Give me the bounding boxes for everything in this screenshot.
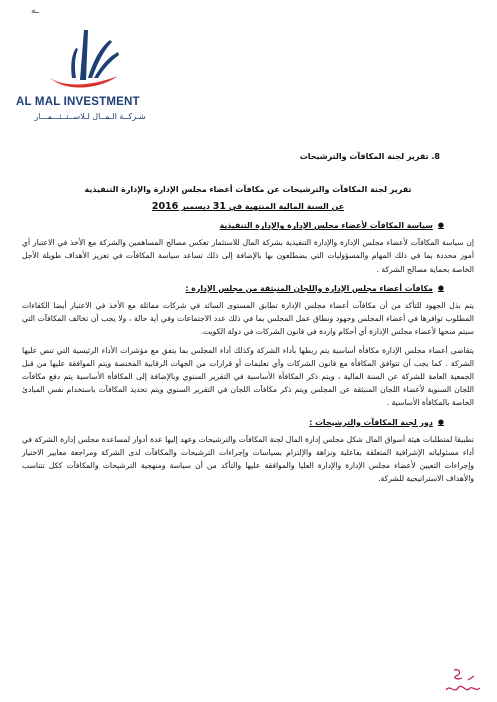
heading-text: دور لجنة المكافآت والترشيحات : — [309, 417, 433, 427]
subtitle-prefix: عن السنة المالية المنتهية في — [225, 202, 345, 212]
paragraph: إن سياسة المكافآت لأعضاء مجلس الإدارة والإدارة التنفيذية بشركة المال للاستثمار تعكس مصالح المساهمين والشركة مع الأخذ في الاعتبار أي أمور محددة بما في ذلك المهام والمسؤوليات التي يضطلعون بها بالإضافة إلى ذلك تساعد سياسة المكافآت في تعزيز الأهداف طويلة الأجل الخاصة بحماية مصالح الشركة . — [22, 238, 474, 274]
heading-text: سياسة المكافآت لأعضاء مجلس الإدارة والإدارة التنفيذية — [219, 221, 433, 231]
logo-name-arabic: شـركــة الـمــال لـلاســتــثـــمـــار — [34, 112, 146, 121]
paragraph: يتم بذل الجهود للتأكد من أن مكافآت أعضاء مجلس الإدارة تطابق المستوى السائد في شركات مماثلة مع الأخذ في الاعتبار أيضا الكفاءات المطلوب توافرها في أعضاء المجلس وجهود ونطاق عمل المجلس بما في ذلك عدد الاجتماعات وفي أية حالة ، ولا يجب أن تخالف المكافآت التي سيتم منحها لأعضاء مجلس الإدارة أي أحكام واردة في قانون الشركات في دولة الكويت. — [22, 300, 474, 336]
section-number: 8. تقرير لجنة المكافآت والترشيحات — [299, 152, 440, 161]
section-heading — [22, 282, 444, 295]
logo-name-english: AL MAL INVESTMENT — [16, 96, 140, 108]
subtitle-month: ديسمبر — [178, 202, 213, 212]
company-logo — [14, 20, 164, 132]
subtitle-day: 31 — [212, 201, 226, 213]
logo-mark-icon — [42, 20, 132, 96]
corner-mark: ـه — [31, 6, 39, 16]
bullet-icon: ● — [437, 221, 444, 230]
paragraph: يتقاضى أعضاء مجلس الإدارة مكافأة أساسية يتم ربطها بأداء الشركة وكذلك أداء المجلس بما يتفق مع مؤشرات الأداء الرئيسية التي تنص عليها الشركة . كما يجب أن تتوافق المكافأة مع قانون الشركات وأي تعليمات أو قرارات من الجهات الرقابية المختصة ويتم الموافقة عليها من قبل الجمعية العامة للشركة عن السنة المالية ، ويتم ذكر المكافأة الأساسية في التقرير السنوي وبالإضافة إلى المكافأة الأساسية يتم دفع مكافآت اللجان السنوية لأعضاء اللجان المنبثقة عن المجلس ويتم ذكر مكافآت اللجان في التقرير السنوي ويتم تحديد المكافآت باستخدام نفس المبادئ الخاصة بالمكافأة الأساسية . — [22, 346, 474, 408]
section-heading — [22, 219, 444, 232]
report-body — [22, 150, 474, 491]
report-subtitle — [22, 200, 474, 213]
bullet-icon: ● — [437, 417, 444, 426]
subtitle-year: 2016 — [151, 201, 179, 213]
section-heading — [22, 416, 444, 429]
bullet-icon: ● — [437, 283, 444, 292]
heading-text: مكافآت أعضاء مجلس الإدارة واللجان المنبثقة من مجلس الإدارة : — [185, 283, 433, 293]
handwritten-initials-signature — [440, 666, 486, 698]
report-title: تقرير لجنة المكافآت والترشيحات عن مكافآت أعضاء مجلس الإدارة والإدارة التنفيذية — [84, 185, 412, 195]
paragraph: تطبيقا لمتطلبات هيئة أسواق المال شكل مجلس إدارة المال لجنة المكافآت والترشيحات وعهد إليها عدة أدوار لمساعدة مجلس إدارة الشركة في أداء مسئولياته الإشرافية المتعلقة بفاعلية ونزاهة والإلتزام بسياسات وإجراءات الترشيحات والمكافآت لدى الشركة ومراجعة معايير الاختيار وإجراءات التعيين لأعضاء مجلس الإدارة والإدارة العليا والموافقة عليها والتأكد من أن سياسة ومنهجية الترشيحات والمكافآت ككل تتناسب والأهداف الاستراتيجية للشركة. — [22, 434, 474, 483]
